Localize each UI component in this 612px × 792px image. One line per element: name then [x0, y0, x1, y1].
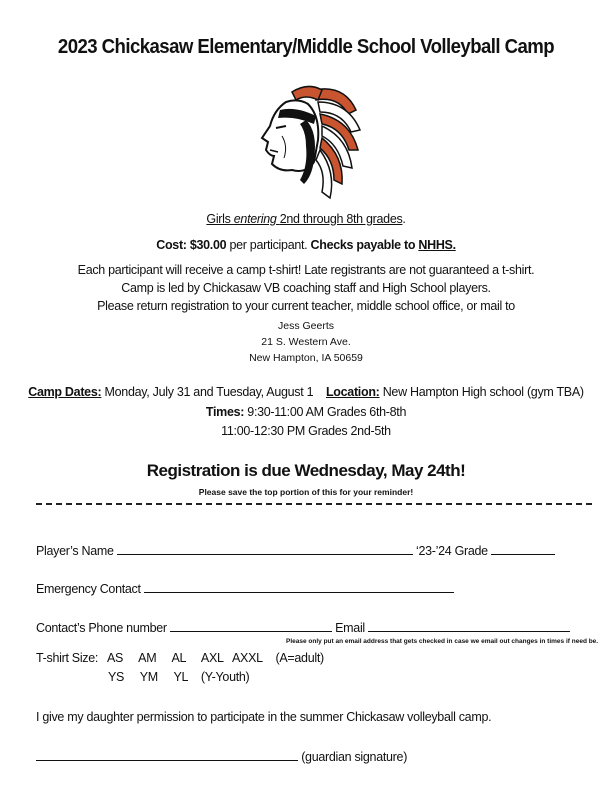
checks-text: Checks payable to — [310, 238, 419, 252]
cut-line — [36, 503, 592, 505]
return-info: Please return registration to your current teacher, middle school office, or mail to — [97, 299, 515, 313]
player-name-field[interactable] — [117, 542, 413, 555]
camp-dates-line — [0, 385, 612, 399]
youth-note: (Y-Youth) — [200, 670, 250, 684]
player-name-row — [36, 542, 555, 558]
location-value: New Hampton High school (gym TBA) — [379, 385, 584, 399]
address-name: Jess Geerts — [277, 320, 335, 332]
signature-label: (guardian signature) — [301, 750, 408, 764]
due-note: Please save the top portion of this for your reminder! — [198, 487, 414, 497]
email-field[interactable] — [368, 619, 570, 632]
grade-label: ‘23-’24 Grade — [416, 544, 488, 558]
adult-sizes[interactable]: AS AM AL AXL AXXL — [106, 651, 263, 665]
times-label: Times: — [205, 405, 245, 419]
grades-line — [0, 212, 612, 226]
girls-text: Girls — [206, 212, 231, 226]
grades-text: 2nd through 8th grades — [279, 212, 403, 226]
phone-email-row — [36, 619, 570, 635]
cost-line — [0, 238, 612, 252]
adult-note: (A=adult) — [275, 651, 324, 665]
camp-dates-label: Camp Dates: — [28, 385, 102, 399]
phone-field[interactable] — [170, 619, 332, 632]
location-label: Location: — [325, 385, 380, 399]
emergency-row — [36, 580, 454, 596]
address-city: New Hampton, IA 50659 — [249, 352, 363, 364]
page-title: 2023 Chickasaw Elementary/Middle School Volleyball Camp — [57, 36, 555, 58]
emergency-label: Emergency Contact — [36, 582, 141, 596]
entering-text: entering — [233, 212, 277, 226]
cost-rest: per participant. — [226, 238, 311, 252]
chickasaw-headdress-logo-icon — [256, 80, 368, 204]
youth-row — [108, 670, 249, 684]
signature-row — [36, 748, 407, 764]
player-name-label: Player’s Name — [36, 544, 114, 558]
address-street: 21 S. Western Ave. — [261, 336, 351, 348]
due-headline: Registration is due Wednesday, May 24th! — [146, 461, 466, 480]
payee-text: NHHS. — [418, 238, 456, 252]
times-value-2: 11:00-12:30 PM Grades 2nd-5th — [221, 424, 391, 438]
times-value-1: 9:30-11:00 AM Grades 6th-8th — [244, 405, 407, 419]
tshirt-label: T-shirt Size: — [36, 651, 99, 665]
phone-label: Contact’s Phone number — [36, 621, 167, 635]
email-note: Please only put an email address that gets checked in case we email out changes in times if need be. — [286, 638, 599, 645]
tshirt-row — [36, 651, 324, 665]
staff-info: Camp is led by Chickasaw VB coaching staff and High School players. — [121, 281, 491, 295]
signature-field[interactable] — [36, 748, 298, 761]
camp-dates-value: Monday, July 31 and Tuesday, August 1 — [101, 385, 314, 399]
grade-field[interactable] — [491, 542, 555, 555]
permission-text: I give my daughter permission to participate in the summer Chickasaw volleyball camp. — [36, 710, 492, 724]
email-label: Email — [335, 621, 365, 635]
tshirt-info: Each participant will receive a camp t-shirt! Late registrants are not guaranteed a t-shirt. — [77, 263, 535, 277]
times-line — [0, 405, 612, 419]
period: . — [402, 212, 406, 226]
youth-sizes[interactable]: YS YM YL — [108, 670, 189, 684]
cost-label: Cost: $30.00 — [156, 238, 227, 252]
emergency-field[interactable] — [144, 580, 454, 593]
